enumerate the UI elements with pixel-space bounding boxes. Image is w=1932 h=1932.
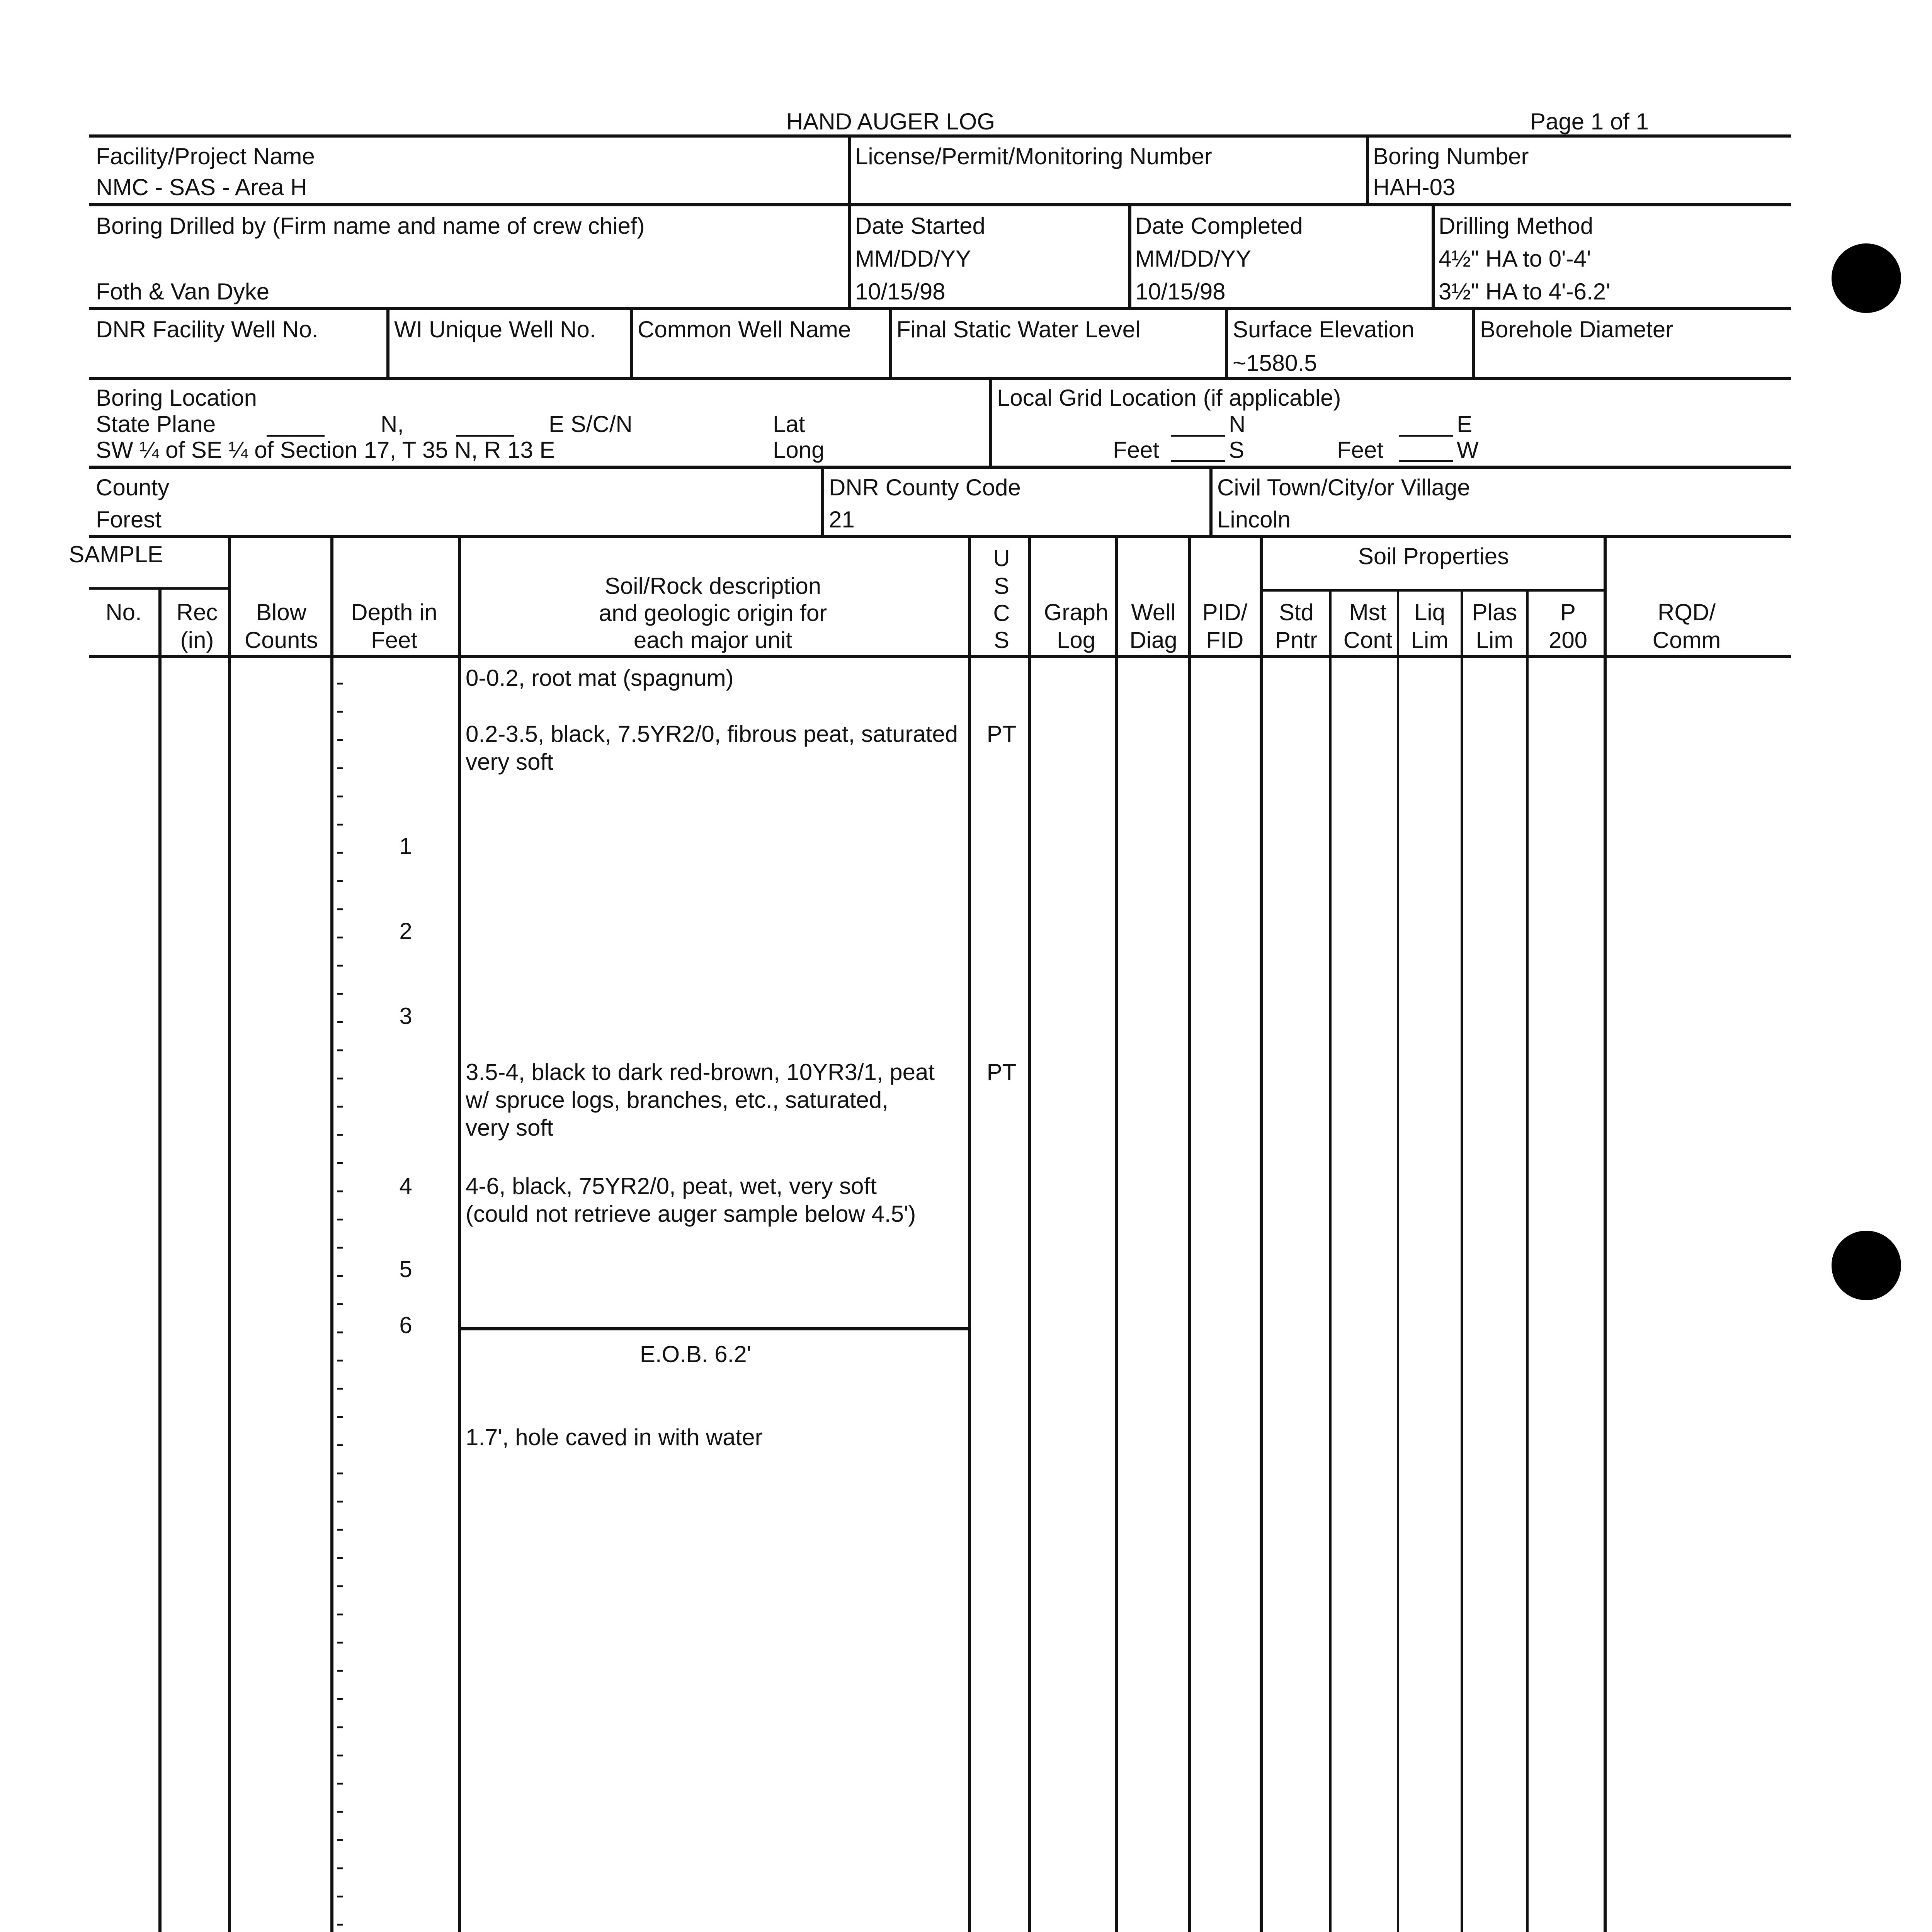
- end-of-boring-rule: [458, 1327, 968, 1330]
- divider: [848, 134, 851, 307]
- desc-line: 3.5-4, black to dark red-brown, 10YR3/1, peat: [466, 1059, 935, 1085]
- divider: [630, 307, 633, 377]
- punch-hole: [1832, 1231, 1901, 1300]
- col-line: [1260, 535, 1263, 1932]
- depth-tick: -: [336, 923, 344, 949]
- grid-feet1-label: Feet: [1113, 437, 1160, 463]
- divider: [1472, 307, 1475, 377]
- depth-tick: -: [336, 1430, 344, 1456]
- col-well: Well: [1131, 599, 1176, 625]
- wi-unique-label: WI Unique Well No.: [394, 316, 596, 342]
- col-line: [968, 535, 971, 1932]
- depth-tick: -: [336, 1120, 344, 1146]
- col-line: [228, 535, 231, 1932]
- date-started-format: MM/DD/YY: [855, 246, 971, 272]
- col-pid: PID/: [1202, 599, 1248, 625]
- depth-tick: -: [336, 1007, 344, 1033]
- date-completed-format: MM/DD/YY: [1135, 246, 1251, 272]
- col-depth-feet: Feet: [371, 627, 418, 653]
- blank-line: [1399, 460, 1453, 462]
- depth-tick: -: [336, 951, 344, 977]
- depth-tick: -: [336, 1092, 344, 1118]
- divider: [386, 307, 389, 377]
- col-uscs-c: C: [993, 600, 1010, 626]
- desc-line: (could not retrieve auger sample below 4.5'): [466, 1201, 916, 1227]
- depth-tick: -: [336, 1713, 344, 1738]
- uscs-value: PT: [986, 1059, 1017, 1085]
- col-liq: Liq: [1414, 599, 1446, 625]
- dnr-well-label: DNR Facility Well No.: [96, 316, 318, 342]
- date-started-value: 10/15/98: [855, 279, 946, 304]
- depth-tick: -: [336, 1289, 344, 1315]
- col-graph: Graph: [1044, 599, 1109, 625]
- depth-tick: -: [336, 697, 344, 723]
- divider: [889, 307, 892, 377]
- drilling-method-line2: 3½" HA to 4'-6.2': [1439, 279, 1611, 304]
- col-p: P: [1560, 599, 1576, 625]
- depth-tick: -: [336, 1854, 344, 1879]
- depth-tick: -: [336, 669, 344, 695]
- divider: [1366, 134, 1369, 203]
- license-label: License/Permit/Monitoring Number: [855, 143, 1212, 169]
- drilled-by-label: Boring Drilled by (Firm name and name of crew chief): [96, 213, 645, 239]
- col-p-200: 200: [1548, 627, 1588, 653]
- col-sample: SAMPLE: [69, 541, 163, 567]
- depth-tick: -: [336, 1148, 344, 1174]
- col-well-diag: Diag: [1129, 627, 1177, 653]
- location-value: SW ¼ of SE ¼ of Section 17, T 35 N, R 13 E: [96, 437, 555, 463]
- col-plas: Plas: [1472, 599, 1517, 625]
- col-rqd-comm: Comm: [1652, 627, 1721, 653]
- local-grid-label: Local Grid Location (if applicable): [997, 385, 1341, 411]
- depth-tick: -: [336, 1374, 344, 1400]
- col-no: No.: [105, 599, 142, 625]
- col-line: [458, 535, 461, 1932]
- depth-mark: 2: [399, 918, 412, 944]
- col-soil-desc-3: each major unit: [633, 627, 793, 653]
- desc-line: very soft: [466, 1115, 553, 1141]
- depth-tick: -: [336, 1064, 344, 1090]
- depth-tick: -: [336, 1459, 344, 1485]
- blank-line: [1171, 435, 1225, 437]
- blank-line: [456, 435, 514, 437]
- depth-tick: -: [336, 1600, 344, 1626]
- col-std: Std: [1279, 599, 1314, 625]
- depth-tick: -: [336, 1684, 344, 1710]
- depth-tick: -: [336, 1036, 344, 1061]
- borehole-diameter-label: Borehole Diameter: [1480, 316, 1673, 342]
- depth-tick: -: [336, 1741, 344, 1767]
- col-blow: Blow: [256, 599, 307, 625]
- facility-value: NMC - SAS - Area H: [96, 174, 307, 200]
- col-rec: Rec: [176, 599, 218, 625]
- date-started-label: Date Started: [855, 213, 985, 239]
- col-graph-log: Log: [1056, 627, 1096, 653]
- state-plane-label: State Plane: [96, 411, 216, 437]
- col-mst: Mst: [1349, 599, 1387, 625]
- sample-rule: [89, 587, 228, 590]
- civil-town-value: Lincoln: [1217, 507, 1291, 532]
- end-of-boring: E.O.B. 6.2': [639, 1341, 752, 1367]
- uscs-value: PT: [986, 721, 1017, 747]
- depth-tick: -: [336, 895, 344, 920]
- divider: [1209, 466, 1213, 535]
- date-completed-label: Date Completed: [1135, 213, 1303, 239]
- boring-number-label: Boring Number: [1373, 143, 1529, 169]
- col-uscs-u: U: [993, 545, 1010, 571]
- depth-tick: -: [336, 1487, 344, 1513]
- depth-tick: -: [336, 1910, 344, 1932]
- col-std-pntr: Pntr: [1275, 627, 1318, 653]
- col-uscs-s2: S: [993, 627, 1010, 653]
- divider: [1225, 307, 1228, 377]
- blank-line: [267, 435, 325, 437]
- rule-row1: [89, 203, 1791, 206]
- dnr-county-value: 21: [829, 507, 855, 532]
- depth-tick: -: [336, 1628, 344, 1654]
- depth-tick: -: [336, 810, 344, 836]
- grid-s-label: S: [1229, 437, 1245, 463]
- depth-tick: -: [336, 979, 344, 1005]
- civil-town-label: Civil Town/City/or Village: [1217, 474, 1470, 500]
- col-plas-lim: Lim: [1476, 627, 1514, 653]
- rule-row4: [89, 466, 1791, 469]
- desc-line: 0.2-3.5, black, 7.5YR2/0, fibrous peat, saturated: [466, 721, 958, 747]
- county-value: Forest: [96, 507, 162, 532]
- col-line: [1604, 535, 1607, 1932]
- common-well-label: Common Well Name: [638, 316, 851, 342]
- col-line: [1526, 589, 1529, 1932]
- col-liq-lim: Lim: [1411, 627, 1449, 653]
- page-indicator: Page 1 of 1: [1530, 109, 1649, 134]
- divider: [1432, 203, 1435, 307]
- blank-line: [1399, 435, 1453, 437]
- depth-tick: -: [336, 1515, 344, 1541]
- esc-label: E S/C/N: [549, 411, 633, 437]
- depth-tick: -: [336, 1402, 344, 1428]
- static-water-label: Final Static Water Level: [896, 316, 1141, 342]
- rule-columns: [89, 655, 1791, 658]
- depth-tick: -: [336, 1797, 344, 1823]
- depth-tick: -: [336, 1318, 344, 1344]
- grid-feet2-label: Feet: [1337, 437, 1384, 463]
- lat-label: Lat: [773, 411, 805, 437]
- depth-tick: -: [336, 1261, 344, 1287]
- rule-row2: [89, 307, 1791, 310]
- boring-location-label: Boring Location: [96, 385, 257, 411]
- punch-hole: [1832, 243, 1901, 313]
- col-mst-cont: Cont: [1343, 627, 1393, 653]
- depth-tick: -: [336, 838, 344, 864]
- n-label: N,: [381, 411, 404, 437]
- col-line: [1188, 535, 1191, 1932]
- grid-n-label: N: [1229, 411, 1246, 437]
- col-pid-fid: FID: [1206, 627, 1244, 653]
- drilling-method-line1: 4½" HA to 0'-4': [1439, 246, 1591, 272]
- soil-props-rule: [1260, 589, 1605, 592]
- depth-tick: -: [336, 1571, 344, 1597]
- grid-e-label: E: [1457, 411, 1473, 437]
- drilled-by-value: Foth & Van Dyke: [96, 279, 270, 304]
- col-rec-unit: (in): [180, 627, 214, 653]
- col-line: [158, 587, 162, 1932]
- depth-tick: -: [336, 1656, 344, 1682]
- county-label: County: [96, 474, 170, 500]
- depth-tick: -: [336, 782, 344, 808]
- depth-mark: 3: [399, 1003, 412, 1029]
- depth-mark: 1: [399, 833, 412, 859]
- desc-line: 4-6, black, 75YR2/0, peat, wet, very soft: [466, 1173, 877, 1199]
- col-depth: Depth in: [351, 599, 437, 625]
- desc-line: 0-0.2, root mat (spagnum): [466, 665, 734, 691]
- facility-label: Facility/Project Name: [96, 143, 315, 169]
- form-title: HAND AUGER LOG: [786, 109, 995, 134]
- dnr-county-label: DNR County Code: [829, 474, 1021, 500]
- rule-row5: [89, 535, 1791, 538]
- long-label: Long: [773, 437, 825, 463]
- depth-tick: -: [336, 1205, 344, 1231]
- col-line: [330, 535, 333, 1932]
- col-soil-desc-2: and geologic origin for: [599, 600, 827, 626]
- surface-elevation-label: Surface Elevation: [1233, 316, 1415, 342]
- divider: [989, 377, 992, 466]
- rule-top: [89, 134, 1791, 138]
- col-blow-counts: Counts: [244, 627, 318, 653]
- col-line: [1115, 535, 1118, 1932]
- note-line: 1.7', hole caved in with water: [466, 1424, 763, 1450]
- depth-mark: 4: [399, 1173, 412, 1199]
- desc-line: w/ spruce logs, branches, etc., saturated,: [466, 1087, 888, 1113]
- date-completed-value: 10/15/98: [1135, 279, 1226, 304]
- col-line: [1329, 589, 1332, 1932]
- surface-elevation-value: ~1580.5: [1233, 350, 1317, 376]
- depth-tick: -: [336, 753, 344, 779]
- depth-mark: 5: [399, 1256, 412, 1282]
- depth-mark: 6: [399, 1312, 412, 1338]
- depth-tick: -: [336, 1177, 344, 1202]
- col-uscs-s1: S: [993, 573, 1010, 599]
- depth-tick: -: [336, 1233, 344, 1259]
- depth-tick: -: [336, 866, 344, 892]
- depth-tick: -: [336, 725, 344, 751]
- divider: [821, 466, 824, 535]
- blank-line: [1171, 460, 1225, 462]
- col-rqd: RQD/: [1658, 599, 1716, 625]
- col-soil-desc-1: Soil/Rock description: [604, 573, 821, 599]
- grid-w-label: W: [1457, 437, 1479, 463]
- col-soil-properties: Soil Properties: [1358, 543, 1509, 569]
- col-line: [1397, 589, 1399, 1932]
- col-line: [1028, 535, 1031, 1932]
- drilling-method-label: Drilling Method: [1439, 213, 1594, 239]
- boring-number-value: HAH-03: [1373, 174, 1456, 200]
- depth-tick: -: [336, 1346, 344, 1372]
- depth-tick: -: [336, 1769, 344, 1795]
- depth-tick: -: [336, 1882, 344, 1908]
- depth-tick: -: [336, 1543, 344, 1569]
- divider: [1128, 203, 1131, 307]
- col-line: [1461, 589, 1463, 1932]
- depth-tick: -: [336, 1825, 344, 1851]
- desc-line: very soft: [466, 749, 553, 775]
- rule-row3: [89, 377, 1791, 380]
